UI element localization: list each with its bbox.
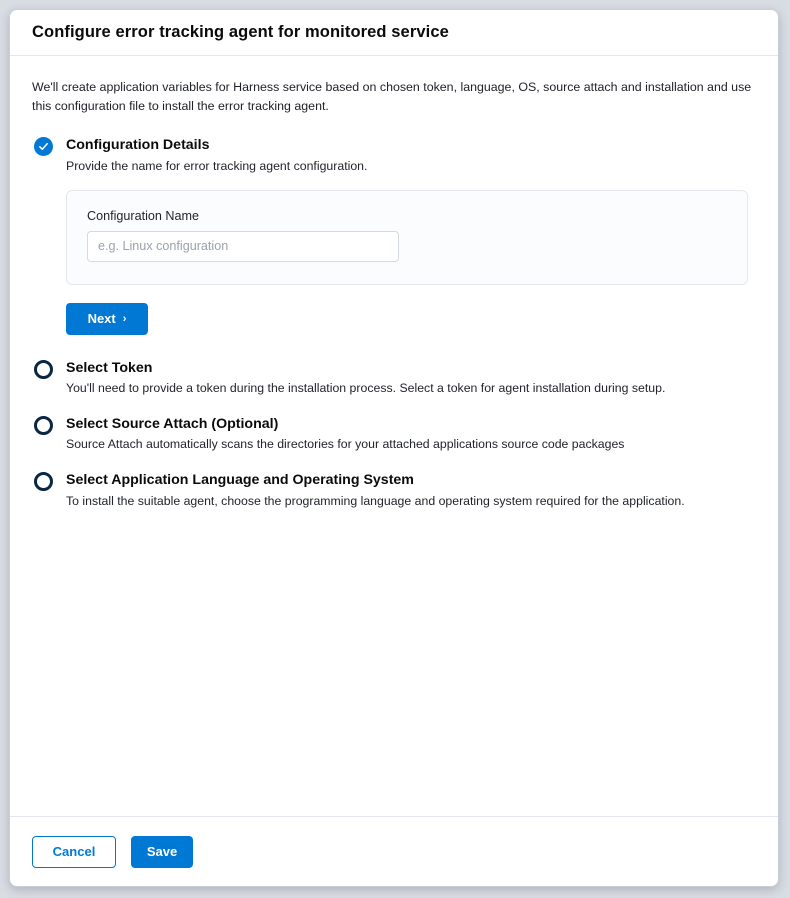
step-marker (32, 415, 54, 435)
configuration-details-panel (66, 190, 748, 285)
configuration-name-label: Configuration Name (87, 208, 200, 223)
radio-icon (34, 472, 53, 491)
step-description: To install the suitable agent, choose the programming language and operating system required for the application. (66, 493, 685, 508)
dialog-body (10, 56, 778, 816)
save-button[interactable]: Save (131, 836, 193, 868)
step-select-source-attach[interactable] (32, 415, 756, 454)
step-content (66, 136, 756, 356)
step-content (66, 471, 756, 510)
check-icon (34, 137, 53, 156)
step-description: You'll need to provide a token during the installation process. Select a token for agent installation during setup. (66, 381, 666, 396)
step-title: Select Application Language and Operating System (66, 472, 414, 489)
radio-icon (34, 360, 53, 379)
step-content (66, 359, 756, 398)
dialog-footer (10, 816, 778, 886)
step-description: Source Attach automatically scans the directories for your attached applications source code packages (66, 437, 625, 452)
step-title: Configuration Details (66, 137, 210, 154)
configuration-name-input[interactable] (87, 231, 399, 262)
step-select-token[interactable] (32, 359, 756, 398)
step-description: Provide the name for error tracking agent configuration. (66, 158, 368, 173)
dialog-header (10, 10, 778, 56)
step-marker (32, 359, 54, 379)
radio-icon (34, 416, 53, 435)
configure-agent-dialog (9, 9, 779, 887)
step-select-language-os[interactable] (32, 471, 756, 510)
next-button[interactable] (66, 303, 148, 335)
intro-text: We'll create application variables for Harness service based on chosen token, language, OS, source attach and installation and use this configuration file to install the error tracking agent. (32, 80, 752, 114)
step-content (66, 415, 756, 454)
step-marker (32, 471, 54, 491)
step-title: Select Source Attach (Optional) (66, 416, 279, 432)
step-configuration-details[interactable] (32, 136, 756, 356)
chevron-right-icon: › (122, 312, 127, 325)
page-title: Configure error tracking agent for monitored service (32, 23, 449, 41)
next-button-label: Next (87, 311, 116, 327)
cancel-button[interactable]: Cancel (32, 836, 116, 868)
step-title: Select Token (66, 359, 153, 376)
step-marker (32, 136, 54, 156)
